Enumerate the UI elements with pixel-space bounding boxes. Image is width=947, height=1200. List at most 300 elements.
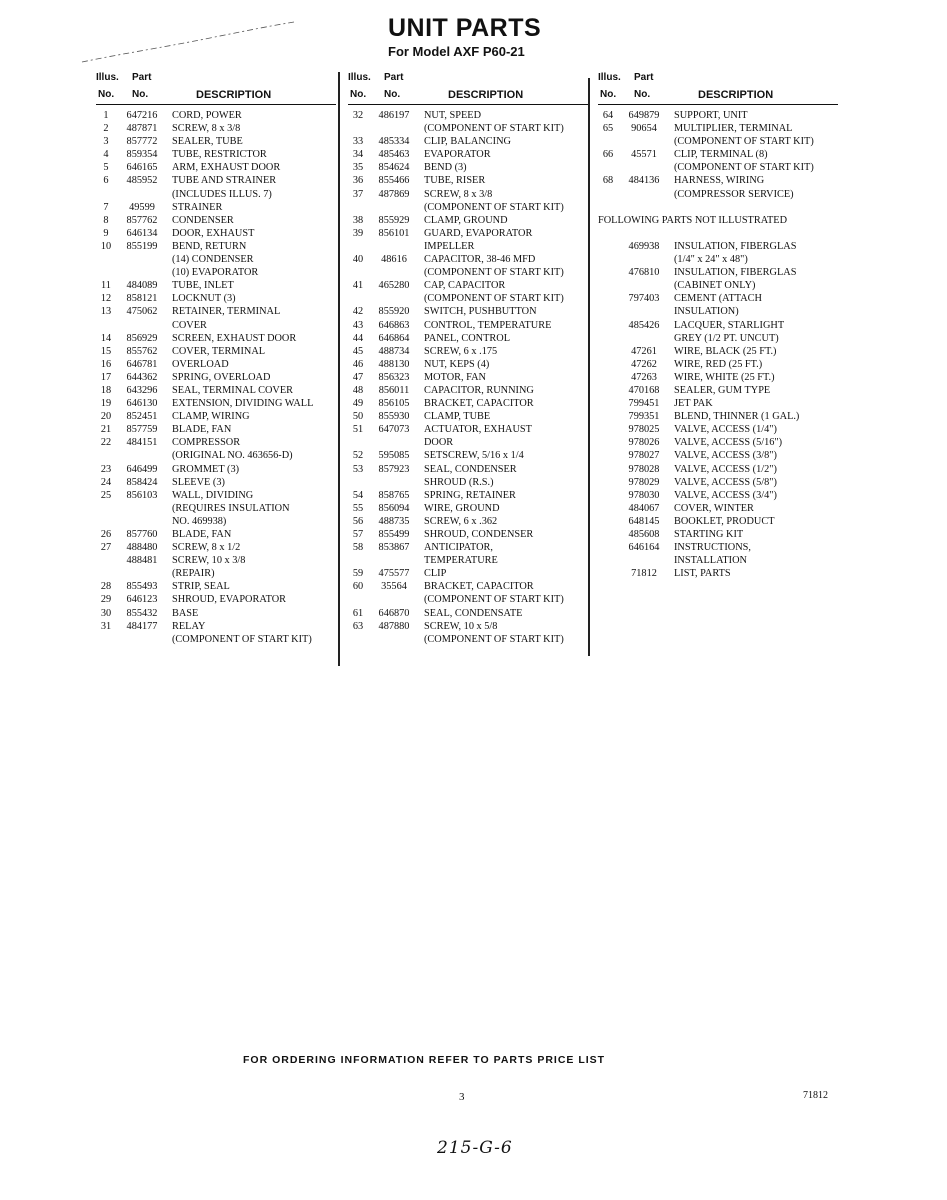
part-number: 644362 xyxy=(126,371,158,383)
part-number: 649879 xyxy=(628,110,660,121)
parts-row xyxy=(348,633,588,646)
parts-row xyxy=(348,345,588,358)
part-number: 643296 xyxy=(126,384,158,396)
illus-no-header: No. xyxy=(600,89,617,100)
illus-number xyxy=(598,489,618,502)
part-description: SCREW, 8 x 1/2 xyxy=(172,542,241,554)
handwritten-note: 215-G-6 xyxy=(437,1138,513,1158)
part-description: EVAPORATOR xyxy=(424,149,491,161)
illus-number: 64 xyxy=(602,110,614,121)
parts-row xyxy=(598,319,838,332)
part-number: 978030 xyxy=(628,489,660,501)
part-description: SEAL, CONDENSER xyxy=(424,463,517,475)
part-description: INSULATION, FIBERGLAS xyxy=(674,267,797,279)
parts-row xyxy=(96,384,336,397)
parts-row xyxy=(96,528,336,541)
part-number: 485334 xyxy=(378,136,410,148)
illus-number xyxy=(598,358,618,371)
part-description: WIRE, GROUND xyxy=(424,502,500,514)
part-number: 855930 xyxy=(378,411,410,423)
part-number: 856011 xyxy=(378,384,410,396)
illus-number: 43 xyxy=(352,319,364,331)
column-header xyxy=(96,70,336,105)
illus-number: 3 xyxy=(103,136,109,148)
part-number: 646165 xyxy=(126,162,158,174)
part-number xyxy=(116,449,168,462)
part-number: 646870 xyxy=(378,607,410,619)
illus-number: 44 xyxy=(352,332,364,344)
parts-row xyxy=(598,266,838,279)
part-number xyxy=(116,319,168,332)
parts-row xyxy=(598,449,838,462)
parts-row xyxy=(348,489,588,502)
part-description: BLEND, THINNER (1 GAL.) xyxy=(674,411,800,423)
part-number: 488130 xyxy=(378,358,410,370)
part-number: 857762 xyxy=(126,214,158,226)
part-description: CAP, CAPACITOR xyxy=(424,280,506,292)
part-description: OVERLOAD xyxy=(172,358,229,370)
illus-number xyxy=(598,476,618,489)
part-description: CAPACITOR, RUNNING xyxy=(424,384,534,396)
part-description: SEAL, CONDENSATE xyxy=(424,607,523,619)
parts-row xyxy=(598,384,838,397)
parts-row xyxy=(96,135,336,148)
illus-number: 50 xyxy=(352,411,364,423)
description-header: DESCRIPTION xyxy=(448,89,524,101)
part-description xyxy=(670,227,838,240)
part-description: NO. 469938) xyxy=(172,515,227,527)
illus-number xyxy=(598,201,618,214)
parts-row xyxy=(348,397,588,410)
part-number: 855432 xyxy=(126,607,158,619)
part-number: 799451 xyxy=(628,398,660,410)
illus-number: 5 xyxy=(103,162,109,174)
part-header: Part xyxy=(132,72,152,83)
parts-row xyxy=(348,253,588,266)
part-number xyxy=(618,332,670,345)
illus-number: 12 xyxy=(100,293,112,305)
part-number xyxy=(368,266,420,279)
illus-number: 18 xyxy=(100,384,112,396)
illus-number: 59 xyxy=(352,568,364,580)
illus-number: 7 xyxy=(103,201,109,213)
parts-row xyxy=(348,358,588,371)
illus-number xyxy=(598,541,618,554)
illus-number xyxy=(598,292,618,305)
part-number xyxy=(116,253,168,266)
part-number: 485426 xyxy=(628,319,660,331)
part-number: 856094 xyxy=(378,502,410,514)
illus-number: 51 xyxy=(352,424,364,436)
part-number: 857759 xyxy=(126,424,158,436)
part-number xyxy=(618,135,670,148)
part-number: 646164 xyxy=(628,542,660,554)
illus-number: 33 xyxy=(352,136,364,148)
part-description: SEAL, TERMINAL COVER xyxy=(172,384,293,396)
part-description: (1/4" x 24" x 48") xyxy=(674,254,748,266)
part-number: 978026 xyxy=(628,437,660,449)
parts-row xyxy=(598,397,838,410)
part-description: ACTUATOR, EXHAUST xyxy=(424,424,532,436)
part-description: WIRE, WHITE (25 FT.) xyxy=(674,371,775,383)
parts-row xyxy=(348,620,588,633)
part-description: PANEL, CONTROL xyxy=(424,332,511,344)
illus-number: 40 xyxy=(352,254,364,266)
page-title: UNIT PARTS xyxy=(388,14,542,42)
part-number xyxy=(618,279,670,292)
illus-number: 20 xyxy=(100,411,112,423)
parts-row xyxy=(348,266,588,279)
illus-number: 9 xyxy=(103,227,109,239)
parts-row xyxy=(348,423,588,436)
illus-number xyxy=(598,227,618,240)
part-description: IMPELLER xyxy=(424,240,475,252)
parts-row xyxy=(598,253,838,266)
illus-number xyxy=(348,122,368,135)
part-number: 856323 xyxy=(378,371,410,383)
part-description: RETAINER, TERMINAL xyxy=(172,306,281,318)
parts-row xyxy=(598,332,838,345)
parts-row xyxy=(598,554,838,567)
illus-header: Illus. xyxy=(348,72,371,83)
part-number: 484089 xyxy=(126,280,158,292)
parts-row xyxy=(598,515,838,528)
part-number xyxy=(116,502,168,515)
part-description: SEALER, TUBE xyxy=(172,136,243,148)
parts-row xyxy=(348,567,588,580)
part-number: 797403 xyxy=(628,293,660,305)
illus-number: 16 xyxy=(100,358,112,370)
part-description: WIRE, BLACK (25 FT.) xyxy=(674,345,777,357)
illus-number: 66 xyxy=(602,149,614,161)
illus-number: 10 xyxy=(100,240,112,252)
part-description: (COMPONENT OF START KIT) xyxy=(674,136,814,148)
parts-row xyxy=(348,554,588,567)
part-description: SLEEVE (3) xyxy=(172,476,225,488)
part-number: 646123 xyxy=(126,594,158,606)
part-number xyxy=(368,633,420,646)
illus-number xyxy=(598,567,618,580)
ordering-note: FOR ORDERING INFORMATION REFER TO PARTS PRICE LIST xyxy=(243,1054,606,1066)
part-number: 484136 xyxy=(628,175,660,187)
parts-row xyxy=(96,266,336,279)
parts-row xyxy=(348,305,588,318)
illus-number: 11 xyxy=(101,280,111,292)
illus-number: 22 xyxy=(100,437,112,449)
part-description: DOOR, EXHAUST xyxy=(172,227,255,239)
parts-row xyxy=(598,528,838,541)
parts-row xyxy=(598,292,838,305)
parts-row xyxy=(348,580,588,593)
illus-number xyxy=(598,345,618,358)
part-description: (REQUIRES INSULATION xyxy=(172,502,290,514)
illus-number xyxy=(96,515,116,528)
parts-row xyxy=(96,122,336,135)
part-description xyxy=(670,201,838,214)
part-description: COVER xyxy=(172,319,207,331)
illus-number xyxy=(96,253,116,266)
part-number: 475062 xyxy=(126,306,158,318)
parts-list xyxy=(348,109,588,646)
part-description: CLIP, BALANCING xyxy=(424,136,511,148)
part-number: 853867 xyxy=(378,542,410,554)
part-description: (COMPONENT OF START KIT) xyxy=(424,633,564,645)
part-number: 978027 xyxy=(628,450,660,462)
part-description: TUBE AND STRAINER xyxy=(172,175,277,187)
part-description: VALVE, ACCESS (3/8") xyxy=(674,450,777,462)
illus-number xyxy=(598,502,618,515)
part-description: BEND (3) xyxy=(424,162,467,174)
part-number: 47261 xyxy=(631,345,657,357)
part-number: 852451 xyxy=(126,411,158,423)
part-number: 855762 xyxy=(126,345,158,357)
part-number xyxy=(116,188,168,201)
illus-number: 37 xyxy=(352,188,364,200)
illus-number: 39 xyxy=(352,227,364,239)
model-subtitle: For Model AXF P60-21 xyxy=(388,44,525,59)
part-description: SCREW, 6 x .362 xyxy=(424,515,498,527)
part-number xyxy=(618,253,670,266)
illus-number: 28 xyxy=(100,581,112,593)
part-number xyxy=(116,266,168,279)
illus-number: 45 xyxy=(352,345,364,357)
illus-number: 30 xyxy=(100,607,112,619)
part-number: 978029 xyxy=(628,476,660,488)
part-description: BLADE, FAN xyxy=(172,529,232,540)
part-number: 484151 xyxy=(126,437,158,449)
column-header xyxy=(348,70,588,105)
part-description: SCREW, 10 x 3/8 xyxy=(172,555,246,567)
part-number: 47263 xyxy=(631,371,657,383)
part-number: 799351 xyxy=(628,411,660,423)
part-description: EXTENSION, DIVIDING WALL xyxy=(172,398,314,410)
illus-number: 8 xyxy=(103,214,109,226)
part-description: (ORIGINAL NO. 463656-D) xyxy=(172,450,293,462)
parts-row xyxy=(96,515,336,528)
parts-column-2 xyxy=(348,70,588,646)
illus-number xyxy=(598,384,618,397)
illus-number: 52 xyxy=(352,450,364,462)
illus-number: 60 xyxy=(352,581,364,593)
part-number: 856103 xyxy=(126,489,158,501)
part-number xyxy=(116,633,168,646)
parts-row xyxy=(348,188,588,201)
part-description: NUT, SPEED xyxy=(424,110,482,121)
illus-number: 54 xyxy=(352,489,364,501)
part-description: TUBE, RISER xyxy=(424,175,486,187)
parts-row xyxy=(598,201,838,214)
part-description: TEMPERATURE xyxy=(424,555,498,567)
part-description: CONTROL, TEMPERATURE xyxy=(424,319,552,331)
part-number: 858121 xyxy=(126,293,158,305)
parts-row xyxy=(96,292,336,305)
parts-row xyxy=(348,607,588,620)
illus-number xyxy=(598,554,618,567)
part-description: (COMPONENT OF START KIT) xyxy=(424,293,564,305)
parts-row xyxy=(348,148,588,161)
part-number: 485952 xyxy=(126,175,158,187)
parts-row xyxy=(96,148,336,161)
part-description: GUARD, EVAPORATOR xyxy=(424,227,533,239)
part-number xyxy=(368,292,420,305)
illus-number xyxy=(348,436,368,449)
part-number: 35564 xyxy=(381,581,407,593)
part-description: (INCLUDES ILLUS. 7) xyxy=(172,188,272,200)
part-no-header: No. xyxy=(634,89,651,100)
illus-number: 25 xyxy=(100,489,112,501)
illus-number xyxy=(96,633,116,646)
part-description: VALVE, ACCESS (5/16") xyxy=(674,437,783,449)
part-number: 49599 xyxy=(129,201,155,213)
part-number: 71812 xyxy=(631,568,657,580)
parts-row xyxy=(96,240,336,253)
illus-number: 55 xyxy=(352,502,364,514)
part-description: GROMMET (3) xyxy=(172,463,240,475)
page-number: 3 xyxy=(459,1091,465,1103)
part-number: 978028 xyxy=(628,463,660,475)
part-description: BASE xyxy=(172,607,199,619)
illus-number xyxy=(598,161,618,174)
parts-row xyxy=(348,593,588,606)
illus-number: 36 xyxy=(352,175,364,187)
part-number xyxy=(368,476,420,489)
parts-row xyxy=(348,214,588,227)
illus-number: 26 xyxy=(100,529,112,540)
part-number: 475577 xyxy=(378,568,410,580)
parts-row xyxy=(96,332,336,345)
part-description: (COMPONENT OF START KIT) xyxy=(424,201,564,213)
part-number: 488735 xyxy=(378,515,410,527)
part-description: STRIP, SEAL xyxy=(172,581,230,593)
parts-row xyxy=(598,135,838,148)
parts-row xyxy=(598,476,838,489)
parts-list xyxy=(96,109,336,646)
illus-number xyxy=(598,449,618,462)
part-description: SPRING, OVERLOAD xyxy=(172,371,271,383)
part-description: MOTOR, FAN xyxy=(424,371,486,383)
parts-row xyxy=(96,423,336,436)
part-header: Part xyxy=(634,72,654,83)
parts-row xyxy=(598,502,838,515)
parts-row xyxy=(598,489,838,502)
illus-number: 6 xyxy=(103,175,109,187)
part-number: 486197 xyxy=(378,110,410,121)
part-description: SCREEN, EXHAUST DOOR xyxy=(172,332,297,344)
part-number: 646134 xyxy=(126,227,158,239)
illus-number xyxy=(598,240,618,253)
parts-row xyxy=(348,227,588,240)
illus-number: 32 xyxy=(352,110,364,121)
parts-row xyxy=(348,240,588,253)
illus-number: 2 xyxy=(103,123,109,135)
parts-row xyxy=(348,541,588,554)
parts-row xyxy=(348,319,588,332)
description-header: DESCRIPTION xyxy=(196,89,272,101)
parts-row xyxy=(598,214,838,227)
part-number xyxy=(368,201,420,214)
part-description: SCREW, 8 x 3/8 xyxy=(172,123,241,135)
illus-number: 41 xyxy=(352,280,364,292)
illus-number: 14 xyxy=(100,332,112,344)
parts-row xyxy=(348,528,588,541)
illus-number xyxy=(348,292,368,305)
parts-row xyxy=(348,384,588,397)
parts-row xyxy=(96,161,336,174)
illus-number: 49 xyxy=(352,398,364,410)
part-number: 469938 xyxy=(628,240,660,252)
illus-number xyxy=(348,240,368,253)
part-number: 488734 xyxy=(378,345,410,357)
part-description: SPRING, RETAINER xyxy=(424,489,516,501)
column-divider xyxy=(338,72,340,666)
parts-row xyxy=(96,397,336,410)
part-description: SHROUD, CONDENSER xyxy=(424,529,534,540)
part-number xyxy=(368,554,420,567)
illus-number: 31 xyxy=(100,620,112,632)
part-description: CLIP xyxy=(424,568,447,580)
part-description: BOOKLET, PRODUCT xyxy=(674,515,775,527)
illus-number xyxy=(348,633,368,646)
illus-number: 68 xyxy=(602,175,614,187)
parts-row xyxy=(598,240,838,253)
illus-number xyxy=(598,332,618,345)
part-description: SEALER, GUM TYPE xyxy=(674,384,771,396)
part-description: INSULATION, FIBERGLAS xyxy=(674,240,797,252)
part-description: LACQUER, STARLIGHT xyxy=(674,319,785,331)
illus-number xyxy=(96,502,116,515)
column-divider xyxy=(588,78,590,656)
illus-header: Illus. xyxy=(96,72,119,83)
part-number: 646499 xyxy=(126,463,158,475)
part-description: CEMENT (ATTACH xyxy=(674,293,762,305)
parts-row xyxy=(96,607,336,620)
illus-number xyxy=(598,436,618,449)
part-description: (COMPONENT OF START KIT) xyxy=(674,162,814,174)
part-description: SHROUD, EVAPORATOR xyxy=(172,594,287,606)
part-number: 470168 xyxy=(628,384,660,396)
parts-row xyxy=(348,279,588,292)
illus-number xyxy=(96,567,116,580)
illus-no-header: No. xyxy=(98,89,115,100)
part-number: 484177 xyxy=(126,620,158,632)
illus-number xyxy=(348,266,368,279)
part-description: (CABINET ONLY) xyxy=(674,280,756,292)
parts-row xyxy=(96,580,336,593)
pen-scribble-mark xyxy=(80,18,300,68)
part-number: 856105 xyxy=(378,398,410,410)
parts-row xyxy=(348,410,588,423)
column-header xyxy=(598,70,838,105)
part-description: RELAY xyxy=(172,620,206,632)
parts-row xyxy=(348,122,588,135)
illus-number: 35 xyxy=(352,162,364,174)
parts-row xyxy=(348,109,588,122)
part-number: 855920 xyxy=(378,306,410,318)
part-number: 855199 xyxy=(126,240,158,252)
part-description: STARTING KIT xyxy=(674,529,744,540)
parts-row xyxy=(348,463,588,476)
part-description: GREY (1/2 PT. UNCUT) xyxy=(674,332,779,344)
parts-row xyxy=(96,358,336,371)
parts-row xyxy=(96,279,336,292)
illus-number: 29 xyxy=(100,594,112,606)
parts-row xyxy=(96,253,336,266)
parts-row xyxy=(598,541,838,554)
illus-number: 23 xyxy=(100,463,112,475)
parts-row xyxy=(96,463,336,476)
illus-number xyxy=(598,319,618,332)
illus-number xyxy=(96,449,116,462)
